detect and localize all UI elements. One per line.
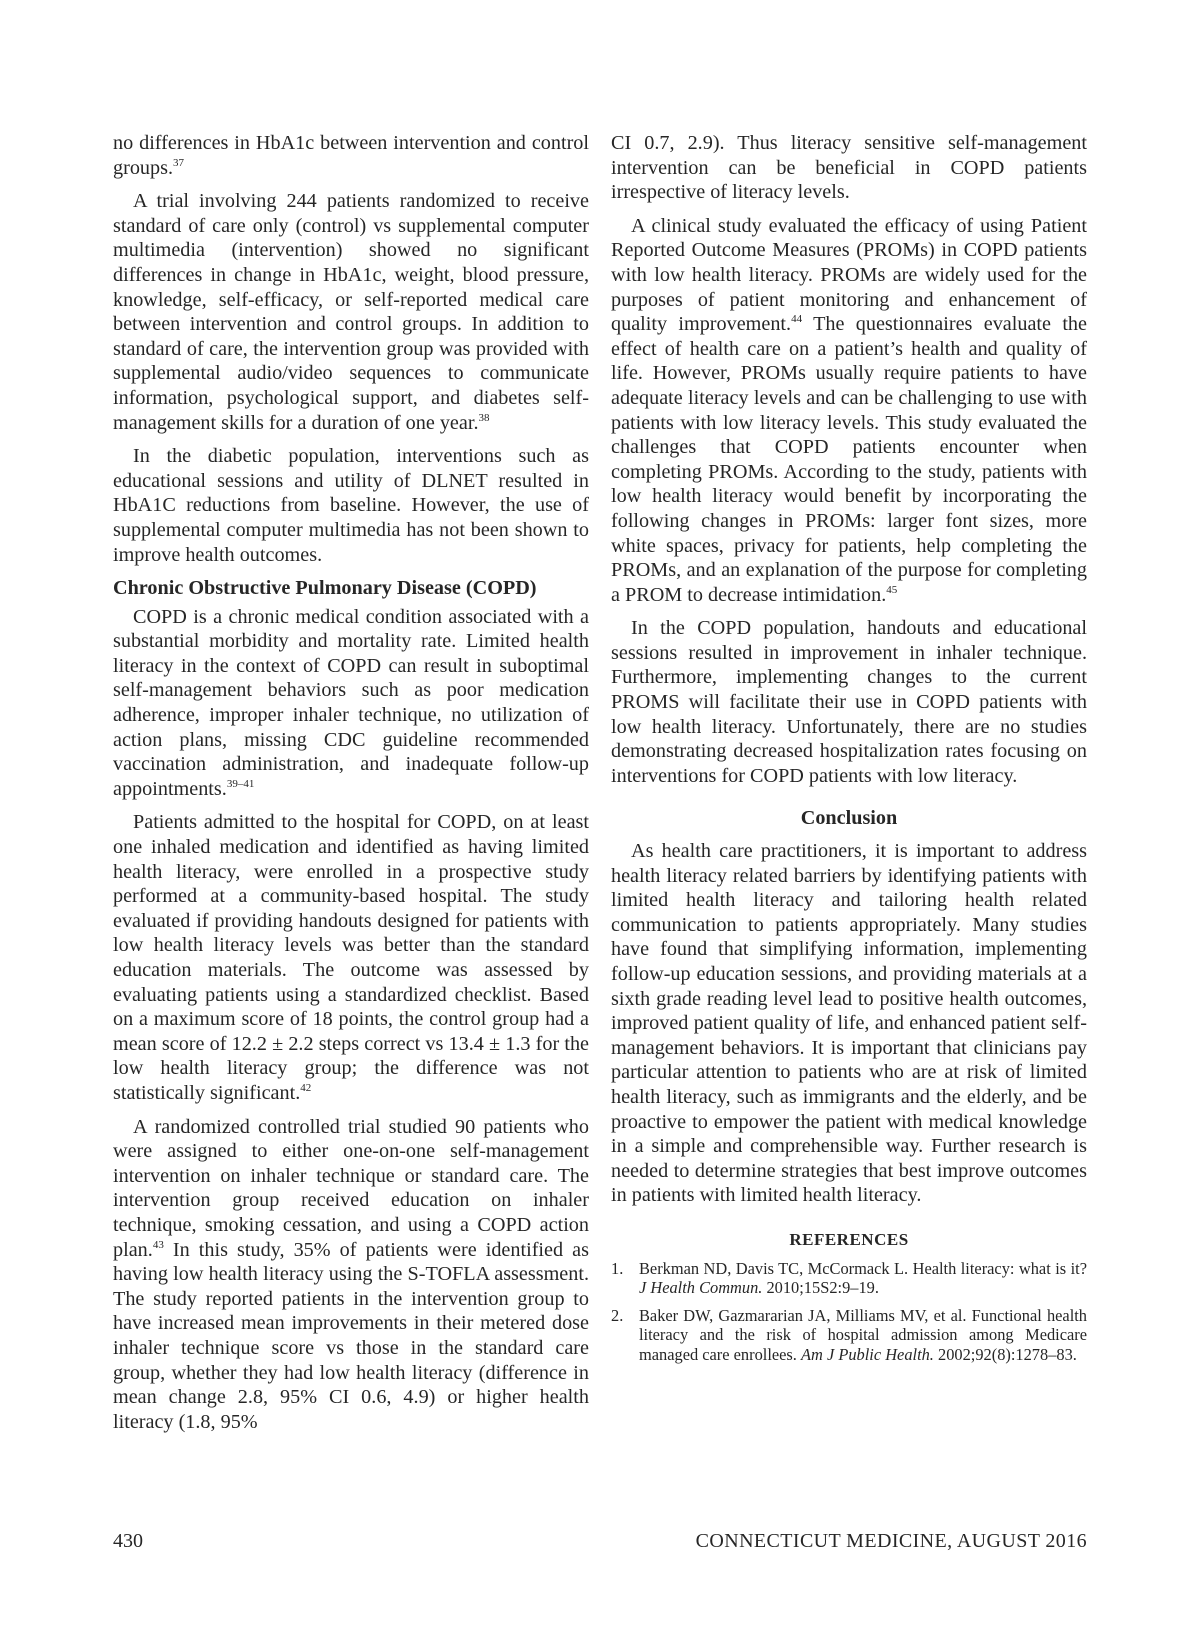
paragraph: As health care practitioners, it is important to address health literacy related barriers by identifying patients with limited health literacy and tailoring health related communication to patients appropriately. Many studies have found that simplifying information, implementing follow-up education sessions, and providing materials at a sixth grade reading level lead to positive health outcomes, improved patient quality of life, and enhanced patient self-management behaviors. It is important that clinicians pay particular attention to patients who are at risk of limited health literacy, such as immigrants and the elderly, and be proactive to empower the patient with medical knowledge in a simple and comprehensible way. Further research is needed to determine strategies that best improve outcomes in patients with limited health literacy. — [611, 840, 1087, 1207]
citation: 42 — [300, 1081, 312, 1094]
paragraph: A clinical study evaluated the efficacy of using Patient Reported Outcome Measures (PROMs) in COPD patients with low health literacy. PROMs are widely used for the purposes of patient monitoring and enhancement of quality improvement.$^{44}$ The questionnaires evaluate the effect of health care on a patient’s health and quality of life. However, PROMs usually require patients to have adequate literacy levels and can be challenging to use with patients with low literacy levels. This study evaluated the challenges that COPD patients encounter when completing PROMs. According to the study, patients with low health literacy would benefit by incorporating the following changes in PROMs: larger font sizes, more white spaces, privacy for patients, help completing the PROMs, and an explanation of the purpose for completing a PROM to decrease intimidation.$^{45}$ — [611, 214, 1087, 606]
reference-number: 2. — [611, 1305, 624, 1325]
paragraph: A randomized controlled trial studied 90 patients who were assigned to either one-on-one self-management intervention on inhaler technique or standard care. The intervention group received education on inhaler technique, smoking cessation, and using a COPD action plan.$^{43}$ In this study, 35% of patients were identified as having low health literacy using the S-TOFLA assessment. The study reported patients in the intervention group to have increased mean improvements in their metered dose inhaler technique score vs those in the standard care group, whether they had low health literacy (difference in mean change 2.8, 95% CI 0.6, 4.9) or higher health literacy (1.8, 95% — [113, 1115, 589, 1433]
reference-number: 1. — [611, 1258, 624, 1278]
citation: 38 — [478, 411, 490, 424]
section-heading-conclusion: Conclusion — [800, 807, 898, 830]
citation: 43 — [152, 1238, 164, 1251]
running-footer: CONNECTICUT MEDICINE, AUGUST 2016 — [695, 1530, 1087, 1552]
citation: 45 — [886, 583, 898, 596]
journal-name: Am J Public Health. — [801, 1344, 934, 1364]
references-heading: REFERENCES — [789, 1229, 909, 1249]
reference-item — [611, 1259, 1087, 1298]
reference-text: Berkman ND, Davis TC, McCormack L. Health literacy: what is it? J Health Commun. 2010;15S2:9–19. — [639, 1258, 1087, 1298]
paragraph: no differences in HbA1c between intervention and control groups.$^{37}$ — [113, 132, 589, 179]
paragraph: Patients admitted to the hospital for COPD, on at least one inhaled medication and identified as having limited health literacy, were enrolled in a prospective study performed at a community-based hospital. The study evaluated if providing handouts designed for patients with low health literacy levels was better than the standard education materials. The outcome was assessed by evaluating patients using a standardized checklist. Based on a maximum score of 18 points, the control group had a mean score of 12.2 ± 2.2 steps correct vs 13.4 ± 1.3 for the low health literacy group; the difference was not statistically significant.$^{42}$ — [113, 811, 589, 1104]
reference-text: Baker DW, Gazmararian JA, Milliams MV, et al. Functional health literacy and the risk of hospital admission among Medicare managed care enrollees. Am J Public Health. 2002;92(8):1278–83. — [639, 1305, 1087, 1364]
citation: 39–41 — [226, 777, 255, 790]
paragraph: A trial involving 244 patients randomized to receive standard of care only (control) vs supplemental computer multimedia (intervention) showed no significant differences in change in HbA1c, weight, blood pressure, knowledge, self-efficacy, or self-reported medical care between intervention and control groups. In addition to standard of care, the intervention group was provided with supplemental audio/video sequences to communicate information, psychological support, and diabetes self-management skills for a duration of one year.$^{38}$ — [113, 190, 589, 434]
citation: 44 — [791, 313, 803, 326]
paragraph: In the diabetic population, interventions such as educational sessions and utility of DLNET resulted in HbA1C reductions from baseline. However, the use of supplemental computer multimedia has not been shown to improve health outcomes. — [113, 445, 589, 566]
paragraph: In the COPD population, handouts and educational sessions resulted in improvement in inhaler technique. Furthermore, implementing changes to the current PROMS will facilitate their use in COPD patients with low health literacy. Unfortunately, there are no studies demonstrating decreased hospitalization rates focusing on interventions for COPD patients with low literacy. — [611, 617, 1087, 787]
journal-name: J Health Commun. — [639, 1278, 763, 1298]
paragraph: COPD is a chronic medical condition associated with a substantial morbidity and mortality rate. Limited health literacy in the context of COPD can result in suboptimal self-management behaviors such as poor medication adherence, improper inhaler technique, no utilization of action plans, missing CDC guideline recommended vaccination administration, and inadequate follow-up appointments.$^{39-41}$ — [113, 605, 589, 800]
citation: 37 — [173, 156, 185, 169]
section-heading-copd: Chronic Obstructive Pulmonary Disease (COPD) — [113, 577, 537, 600]
page-number: 430 — [113, 1530, 143, 1552]
reference-item — [611, 1306, 1087, 1365]
left-column — [113, 131, 589, 1443]
right-column — [611, 131, 1087, 1373]
paragraph: CI 0.7, 2.9). Thus literacy sensitive self-management intervention can be beneficial in COPD patients irrespective of literacy levels. — [611, 132, 1087, 204]
